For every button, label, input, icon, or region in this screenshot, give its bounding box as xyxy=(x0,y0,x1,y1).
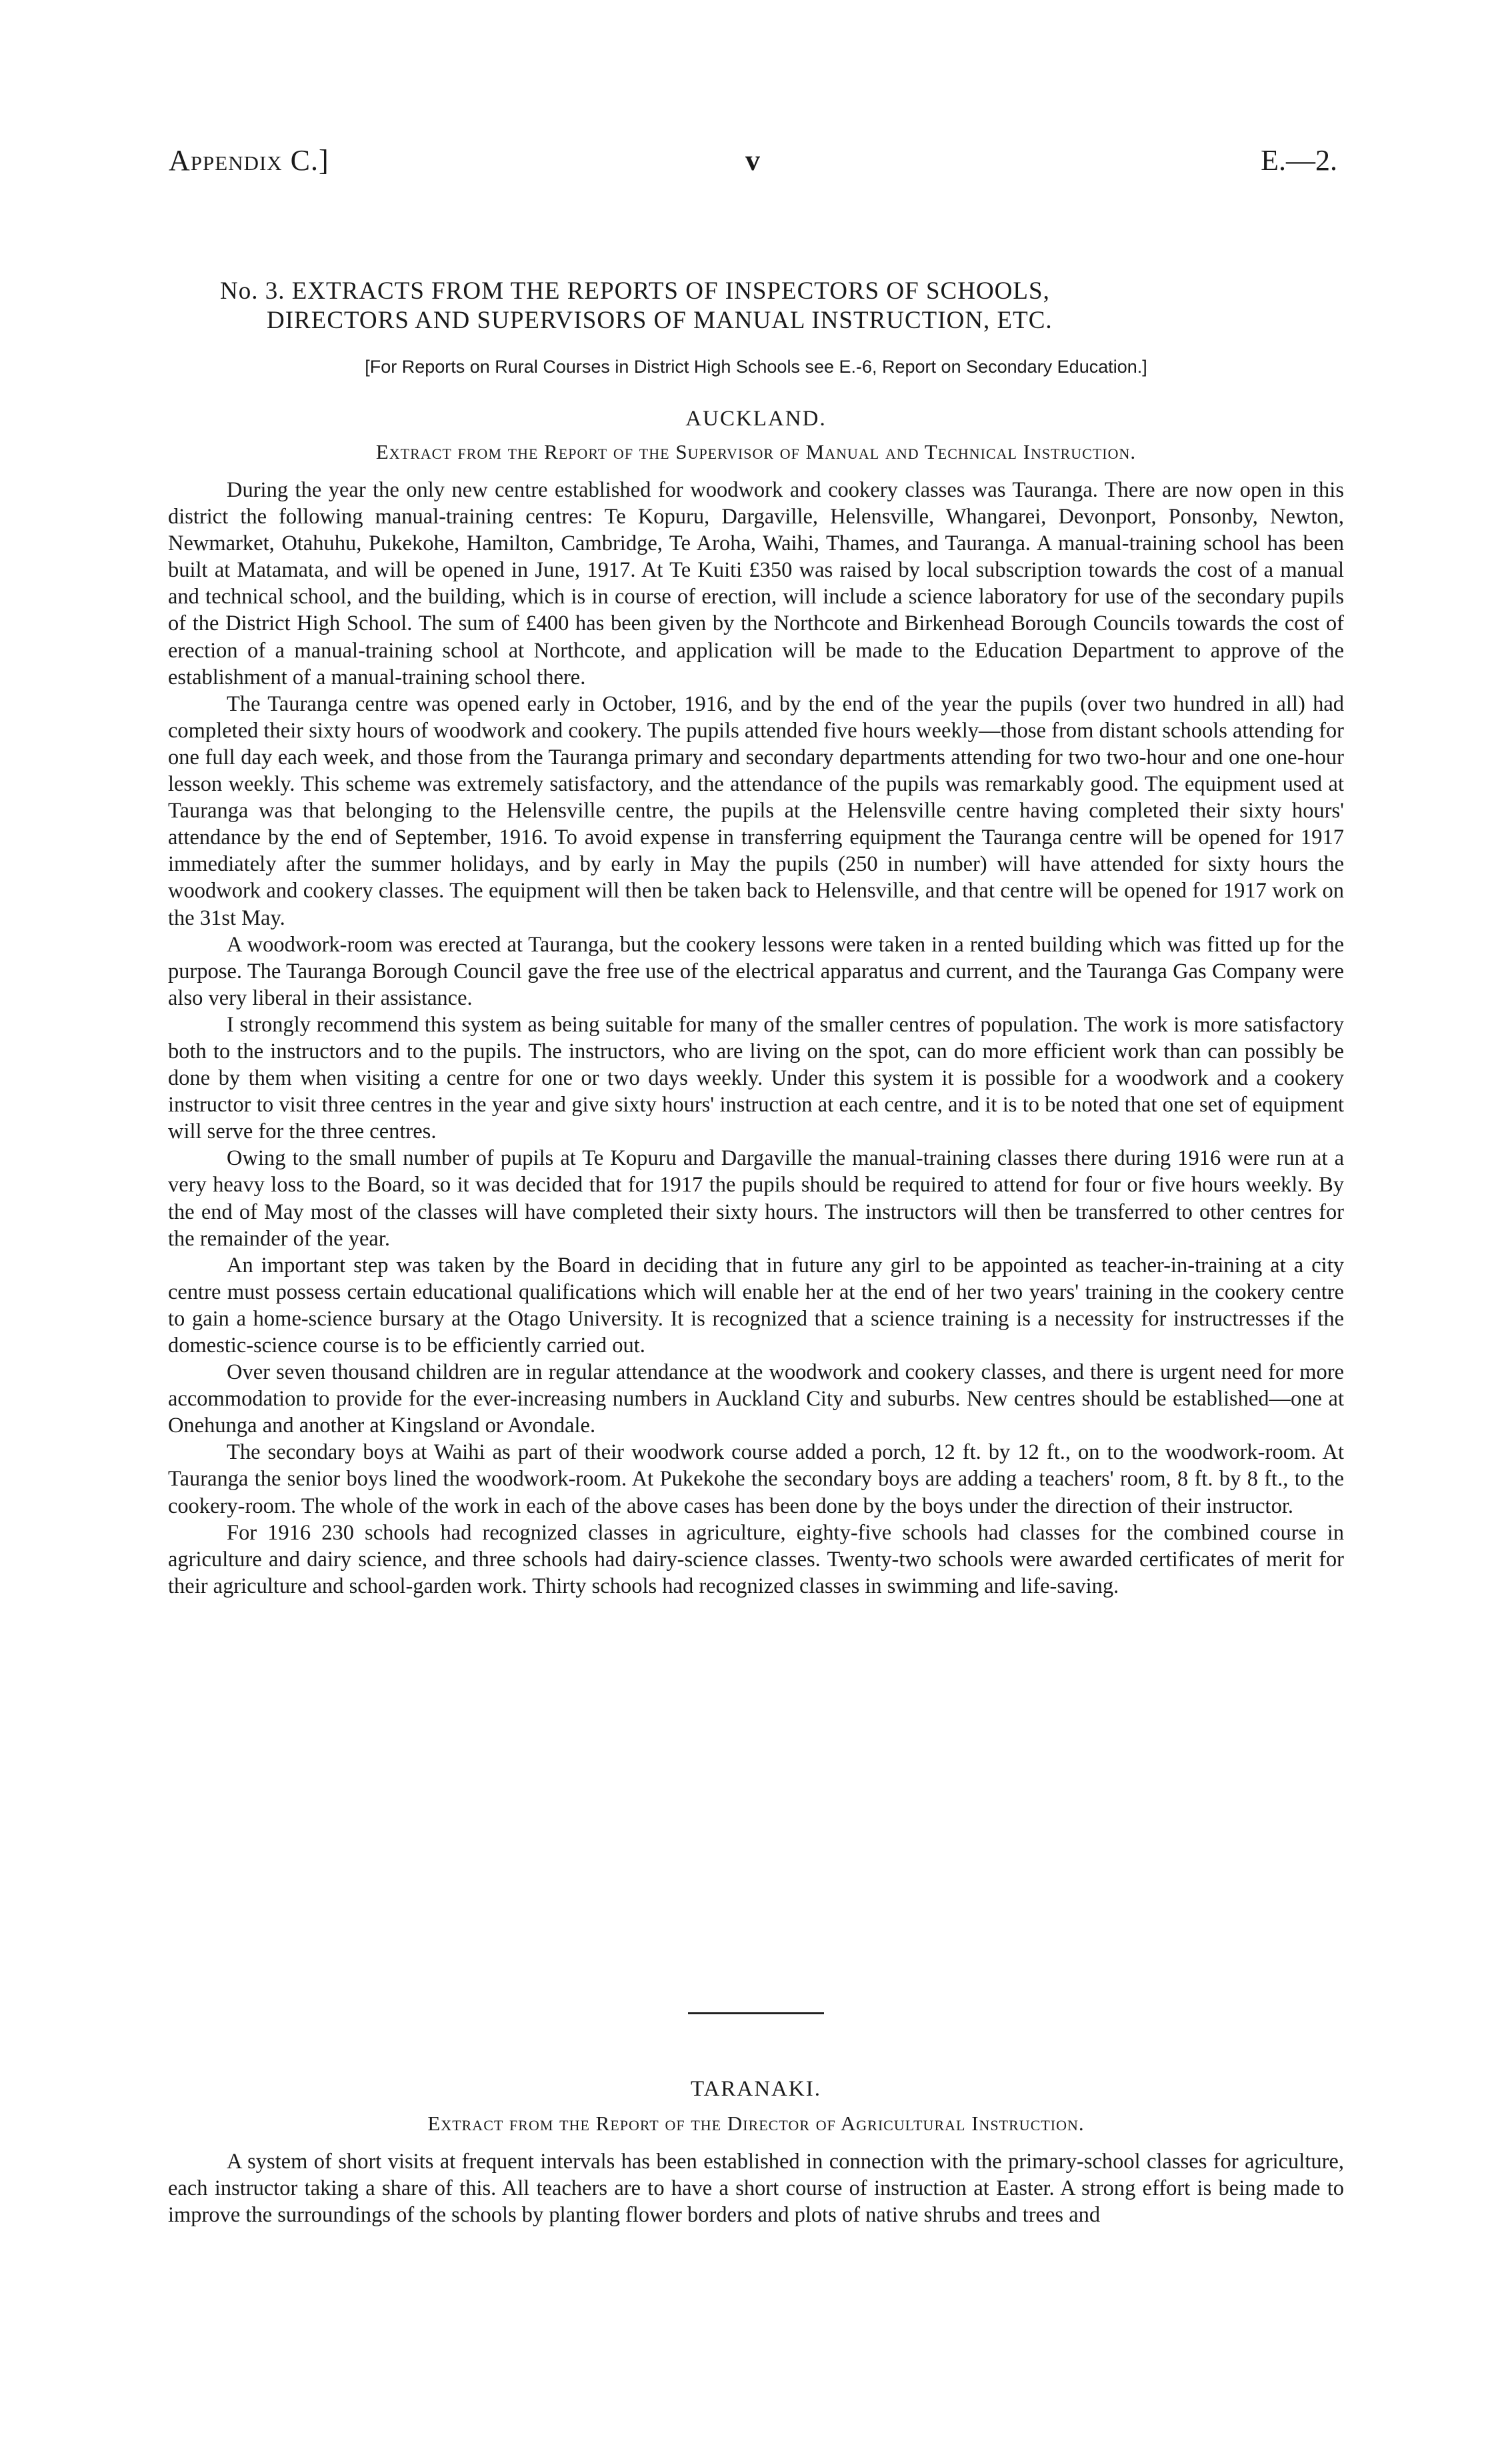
paragraph: A system of short visits at frequent intervals has been established in connection with the primary-school classes for agriculture, each instructor taking a share of this. All teachers are to have a short course of instruction at Easter. A strong effort is being made to improve the surroundings of the schools by planting flower borders and plots of native shrubs and trees and xyxy=(168,2150,1344,2228)
reference-note: [For Reports on Rural Courses in District High Schools see E.-6, Report on Secondary Education.] xyxy=(365,357,1147,377)
paragraph: Owing to the small number of pupils at Te Kopuru and Dargaville the manual-training classes there during 1916 were run at a very heavy loss to the Board, so it was decided that for 1917 the pupils should be required to attend for four or five hours weekly. By the end of May most of the classes will have completed their sixty hours. The instructors will then be transferred to other centres for the remainder of the year. xyxy=(168,1146,1344,1251)
paragraph: The Tauranga centre was opened early in October, 1916, and by the end of the year the pupils (over two hundred in all) had completed their sixty hours of woodwork and cookery. The pupils attended five hours weekly—those from distant schools attending for one full day each week, and those from the Tauranga primary and secondary departments attending for two two-hour and one one-hour lesson weekly. This scheme was extremely satisfactory, and the attendance of the pupils was remarkably good. The equipment used at Tauranga was that belonging to the Helensville centre, the pupils at the Helensville centre having completed their sixty hours' attendance by the end of September, 1916. To avoid expense in transferring equipment the Tauranga centre will be opened for 1917 immediately after the summer holidays, and by early in May the pupils (250 in number) will have attended for sixty hours the woodwork and cookery classes. The equipment will then be taken back to Helensville, and that centre will be opened for 1917 work on the 31st May. xyxy=(168,691,1344,930)
paragraph: I strongly recommend this system as being suitable for many of the smaller centres of population. The work is more satisfactory both to the instructors and to the pupils. The instructors, who are living on the spot, can do more efficient work than can possibly be done by them when visiting a centre for one or two days weekly. Under this system it is possible for a woodwork and a cookery instructor to visit three centres in the year and give sixty hours' instruction at each centre, and it is to be noted that one set of equipment will serve for the three centres. xyxy=(168,1012,1344,1144)
section-divider xyxy=(688,2012,824,2014)
document-code: E.—2. xyxy=(1261,144,1337,177)
section-body-taranaki xyxy=(168,2148,1344,2228)
section-subtitle-auckland: Extract from the Report of the Supervisor of Manual and Technical Instruction. xyxy=(375,440,1137,463)
section-title-auckland: AUCKLAND. xyxy=(685,407,827,431)
section-body-auckland xyxy=(168,477,1344,1600)
main-heading-line-2: DIRECTORS AND SUPERVISORS OF MANUAL INSTRUCTION, ETC. xyxy=(267,307,1053,334)
section-subtitle-taranaki: Extract from the Report of the Director of Agricultural Instruction. xyxy=(427,2112,1085,2135)
paragraph: The secondary boys at Waihi as part of their woodwork course added a porch, 12 ft. by 12 ft., on to the woodwork-room. At Tauranga the senior boys lined the woodwork-room. At Pukekohe the secondary boys are adding a teachers' room, 8 ft. by 8 ft., to the cookery-room. The whole of the work in each of the above cases has been done by the boys under the direction of their instructor. xyxy=(168,1440,1344,1518)
paragraph: For 1916 230 schools had recognized classes in agriculture, eighty-five schools had classes for the combined course in agriculture and dairy science, and three schools had dairy-science classes. Twenty-two schools were awarded certificates of merit for their agriculture and school-garden work. Thirty schools had recognized classes in swimming and life-saving. xyxy=(168,1520,1344,1598)
page-number: v xyxy=(745,144,760,177)
paragraph: During the year the only new centre established for woodwork and cookery classes was Tauranga. There are now open in this district the following manual-training centres: Te Kopuru, Dargaville, Helensville, Whangarei, Devonport, Ponsonby, Newton, Newmarket, Otahuhu, Pukekohe, Hamilton, Cambridge, Te Aroha, Waihi, Thames, and Tauranga. A manual-training school has been built at Matamata, and will be opened in June, 1917. At Te Kuiti £350 was raised by local subscription towards the cost of a manual and technical school, and the building, which is in course of erection, will include a science laboratory for use of the secondary pupils of the District High School. The sum of £400 has been given by the Northcote and Birkenhead Borough Councils towards the cost of erection of a manual-training school at Northcote, and application will be made to the Education Department to approve of the establishment of a manual-training school there. xyxy=(168,478,1344,689)
paragraph: An important step was taken by the Board in deciding that in future any girl to be appointed as teacher-in-training at a city centre must possess certain educational qualifications which will enable her at the end of her two years' training in the cookery centre to gain a home-science bursary at the Otago University. It is recognized that a science training is a necessity for instructresses if the domestic-science course is to be efficiently carried out. xyxy=(168,1253,1344,1358)
main-heading-line-1: No. 3. EXTRACTS FROM THE REPORTS OF INSPECTORS OF SCHOOLS, xyxy=(220,277,1050,305)
running-head xyxy=(0,143,1512,183)
section-title-taranaki: TARANAKI. xyxy=(691,2077,821,2101)
main-heading xyxy=(220,277,1313,335)
appendix-label: Appendix C.] xyxy=(169,144,329,177)
paragraph: A woodwork-room was erected at Tauranga, but the cookery lessons were taken in a rented building which was fitted up for the purpose. The Tauranga Borough Council gave the free use of the electrical apparatus and current, and the Tauranga Gas Company were also very liberal in their assistance. xyxy=(168,932,1344,1010)
paragraph: Over seven thousand children are in regular attendance at the woodwork and cookery classes, and there is urgent need for more accommodation to provide for the ever-increasing numbers in Auckland City and suburbs. New centres should be established—one at Onehunga and another at Kingsland or Avondale. xyxy=(168,1360,1344,1438)
